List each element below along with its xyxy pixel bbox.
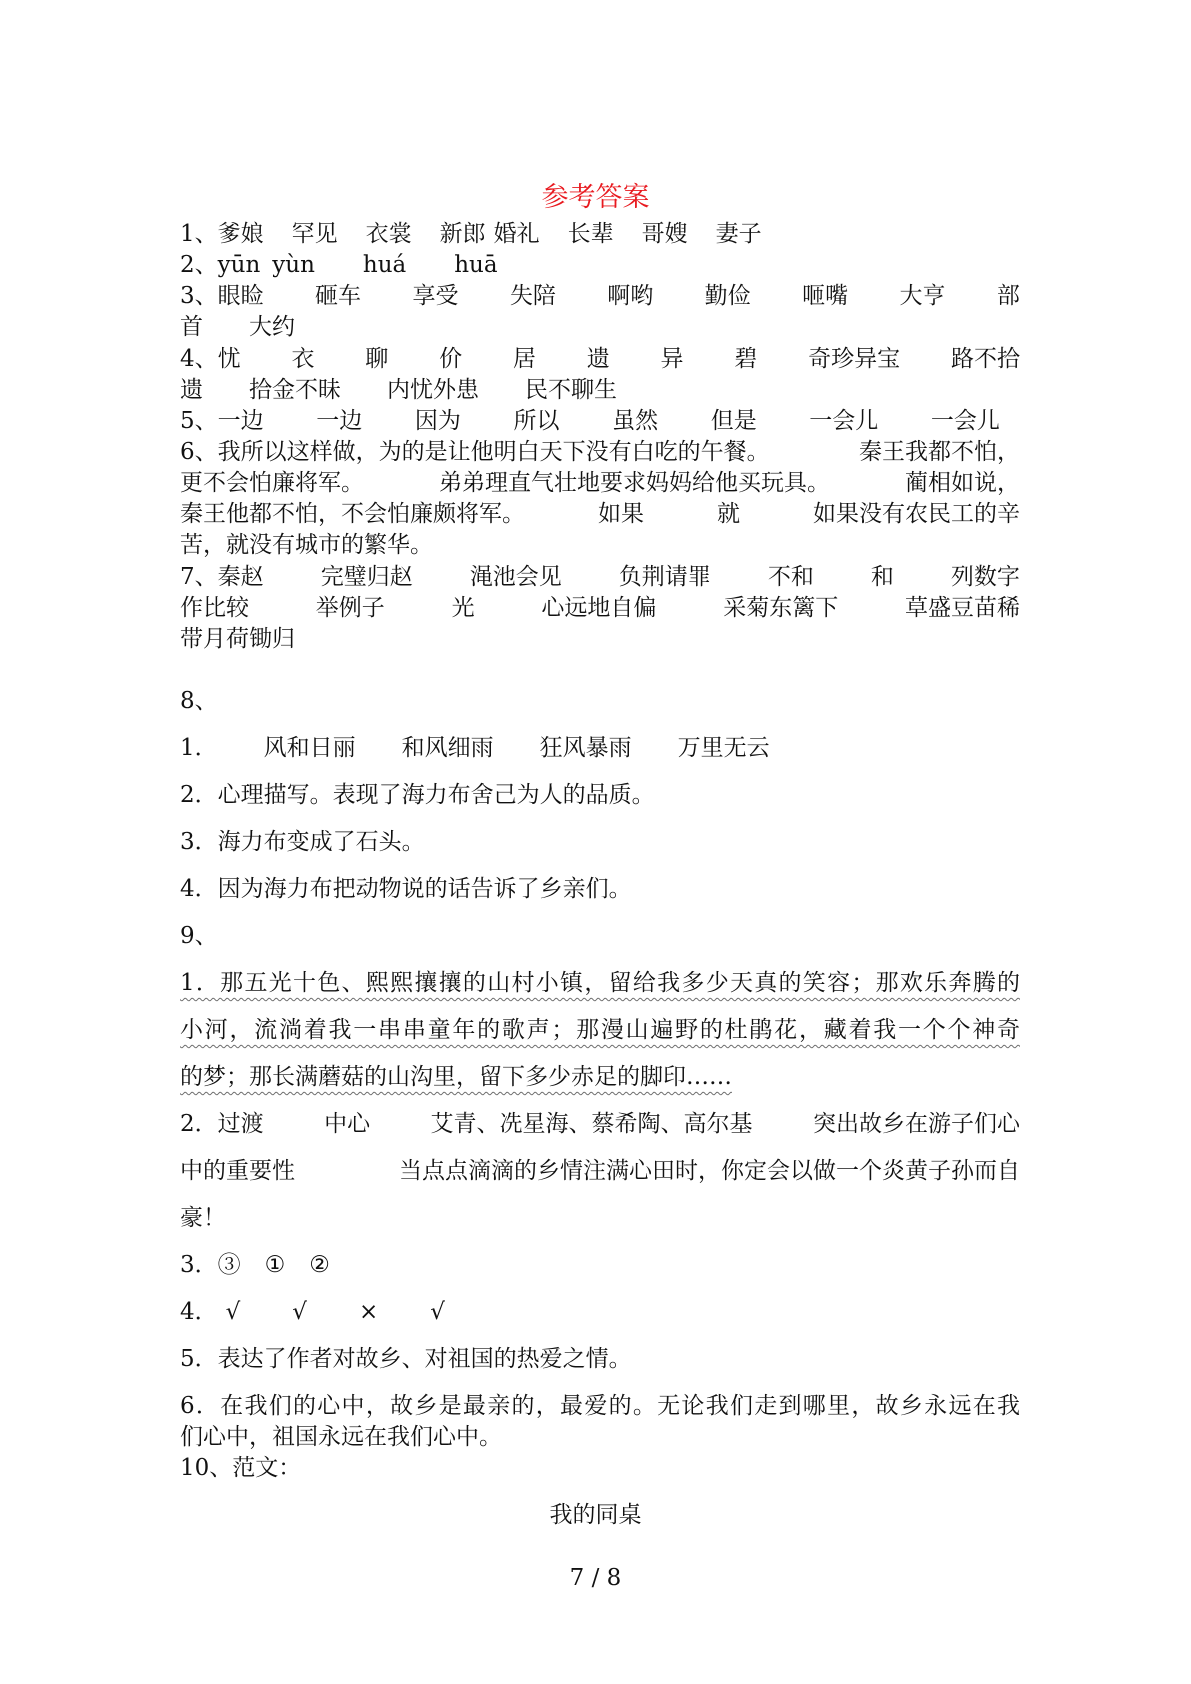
answer-6-line-3: 秦王他都不怕，不会怕廉颇将军。 如果 就 如果没有农民工的辛 [180, 501, 1020, 527]
answer-7-line-3: 带月荷锄归 [180, 626, 295, 652]
answer-9-1-line-1: 1．那五光十色、熙熙攘攘的山村小镇，留给我多少天真的笑容；那欢乐奔腾的 [180, 970, 1020, 996]
answer-8-heading: 8、 [180, 688, 218, 714]
answer-9-1-line-3: 的梦；那长满蘑菇的山沟里，留下多少赤足的脚印…… [180, 1064, 732, 1090]
page-title: 参考答案 [541, 182, 650, 213]
answer-6-line-1: 6、我所以这样做，为的是让他明白天下没有白吃的午餐。 秦王我都不怕， [180, 439, 1020, 465]
answer-9-3: 3．③ ① ② [180, 1252, 330, 1278]
answer-5: 5、一边 一边 因为 所以 虽然 但是 一会儿 一会儿 [180, 408, 1000, 434]
answer-9-4: 4． √ √ × √ [180, 1299, 445, 1325]
answer-2: 2、yūn yùn huá huā [180, 252, 498, 278]
answer-7-line-2: 作比较 举例子 光 心远地自偏 采菊东篱下 草盛豆苗稀 [180, 595, 1020, 621]
answer-9-2-line-3: 豪！ [180, 1205, 226, 1231]
answer-4-line-1: 4、忧 衣 聊 价 居 遗 异 碧 奇珍异宝 路不拾 [180, 346, 1020, 372]
answer-8-4: 4．因为海力布把动物说的话告诉了乡亲们。 [180, 876, 632, 902]
answer-8-2: 2．心理描写。表现了海力布舍己为人的品质。 [180, 782, 655, 808]
essay-title: 我的同桌 [549, 1502, 642, 1528]
answer-9-6-line-2: 们心中，祖国永远在我们心中。 [180, 1424, 502, 1450]
answer-10-heading: 10、范文： [180, 1455, 302, 1481]
answer-6-line-4: 苦，就没有城市的繁华。 [180, 532, 433, 558]
answer-9-2-line-1: 2．过渡 中心 艾青、冼星海、蔡希陶、高尔基 突出故乡在游子们心 [180, 1111, 1020, 1137]
answer-9-1-line-2: 小河，流淌着我一串串童年的歌声；那漫山遍野的杜鹃花，藏着我一个个神奇 [180, 1017, 1020, 1043]
page-number: 7 / 8 [569, 1565, 622, 1591]
answer-9-5: 5．表达了作者对故乡、对祖国的热爱之情。 [180, 1346, 632, 1372]
answer-3-line-2: 首 大约 [180, 314, 295, 340]
answer-4-line-2: 遗 拾金不昧 内忧外患 民不聊生 [180, 377, 617, 403]
answer-7-line-1: 7、秦赵 完璧归赵 渑池会见 负荆请罪 不和 和 列数字 [180, 564, 1020, 590]
answer-6-line-2: 更不会怕廉将军。 弟弟理直气壮地要求妈妈给他买玩具。 蔺相如说， [180, 470, 1020, 496]
answer-8-3: 3．海力布变成了石头。 [180, 829, 425, 855]
answer-1: 1、爹娘 罕见 衣裳 新郎 婚礼 长辈 哥嫂 妻子 [180, 221, 762, 247]
answer-9-2-line-2: 中的重要性 当点点滴滴的乡情注满心田时，你定会以做一个炎黄子孙而自 [180, 1158, 1020, 1184]
answer-8-1: 1． 风和日丽 和风细雨 狂风暴雨 万里无云 [180, 735, 770, 761]
answer-3-line-1: 3、眼睑 砸车 享受 失陪 啊哟 勤俭 咂嘴 大亨 部 [180, 283, 1020, 309]
answer-9-6-line-1: 6．在我们的心中，故乡是最亲的，最爱的。无论我们走到哪里，故乡永远在我 [180, 1393, 1020, 1419]
answer-9-heading: 9、 [180, 923, 218, 949]
